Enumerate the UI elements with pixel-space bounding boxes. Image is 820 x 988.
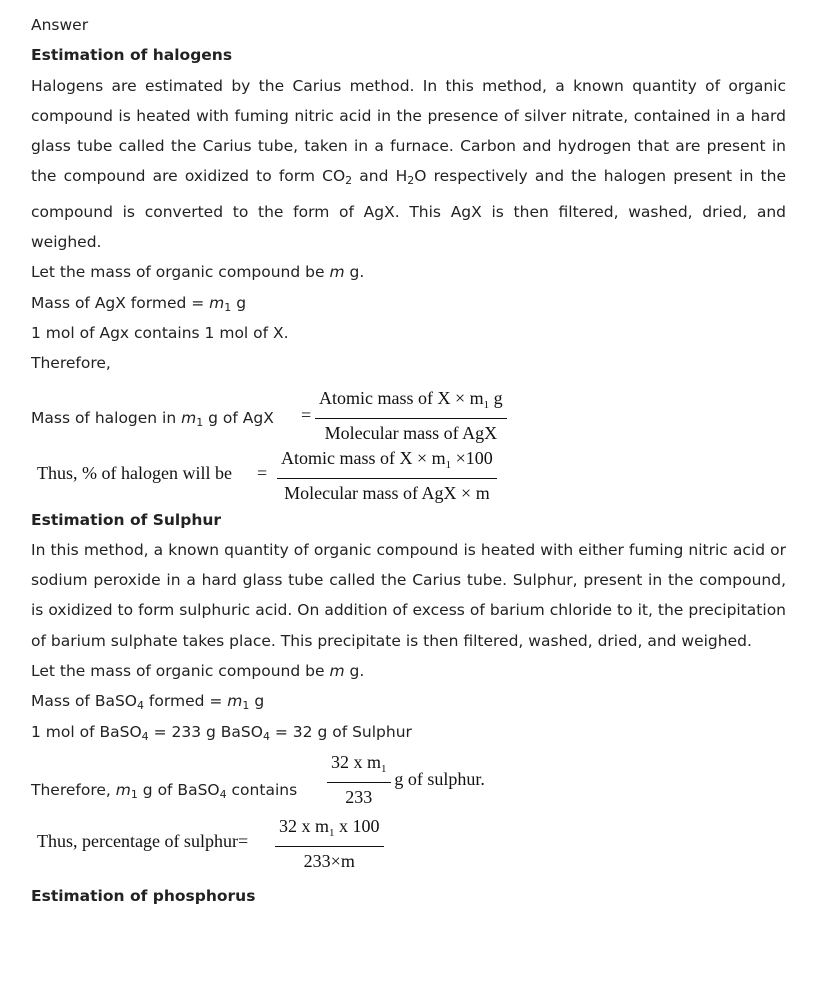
heading-phosphorus: Estimation of phosphorus — [31, 886, 256, 905]
let-mass-line-2: Let the mass of organic compound be m g. — [31, 662, 365, 681]
heading-halogens: Estimation of halogens — [31, 46, 233, 65]
equation-1-formula: = $\frac{Atomic mass of X \times m_1 g}{\text{Molecular mass of AgX}}$ — [301, 387, 507, 444]
document — [31, 10, 786, 911]
equation-4-fraction: $\frac{32 x m_1 x 100}{233\times m}$ — [275, 815, 384, 872]
therefore-baso4-label: Therefore, $m_1$ g of BaSO$_4$ contains — [31, 780, 298, 801]
equation-sulphur-contains — [31, 747, 786, 815]
equation-3-formula: $\frac{32 x m_1}{233}$ g of sulphur. — [327, 751, 485, 808]
equation-mass-halogen — [31, 379, 786, 447]
mol-line-baso4: 1 mol of BaSO$_4$ = 233 g BaSO$_4$ = 32 g of Sulphur — [31, 722, 412, 743]
paragraph-sulphur: In this method, a known quantity of organic compound is heated with either fuming nitric acid or sodium peroxide in a hard glass tube called the Carius tube. Sulphur, present in the compound, is oxidized to form sulphuric acid. On addition of excess of barium chloride to it, the precipitation of barium sulphate takes place. This precipitate is then filtered, washed, dried, and weighed. — [31, 540, 786, 650]
mol-line-agx: 1 mol of Agx contains 1 mol of X. — [31, 323, 289, 342]
mass-agx-line: Mass of AgX formed = $m_1$ g — [31, 293, 247, 314]
let-mass-line-1: Let the mass of organic compound be m g. — [31, 263, 365, 282]
therefore-line: Therefore, — [31, 354, 111, 373]
heading-sulphur: Estimation of Sulphur — [31, 510, 222, 529]
percent-halogen-label: Thus, % of halogen will be — [37, 462, 232, 483]
equation-percent-halogen: Thus, % of halogen will be = Atomic mass of $X \times m_1 \times 100$ Molecular mass of AgX × m — [31, 447, 786, 505]
mass-halogen-label: Mass of halogen in $m_1$ g of AgX — [31, 408, 274, 429]
equation-percent-sulphur — [31, 815, 786, 881]
answer-label: Answer — [31, 16, 89, 34]
percent-sulphur-label: Thus, percentage of sulphur= — [37, 830, 249, 851]
mass-baso4-line: Mass of BaSO$_4$ formed = $m_1$ g — [31, 692, 265, 713]
equation-2-fraction: Atomic mass of $X \times m_1 \times 100$ Molecular mass of AgX × m — [277, 447, 497, 504]
paragraph-halogens: Halogens are estimated by the Carius method. In this method, a known quantity of organic compound is heated with fuming nitric acid in the presence of silver nitrate, contained in a hard glass tube called the Carius tube, taken in a furnace. Carbon and hydrogen that are present in the compound are oxidized to form $CO_2$ and $H_2O$ respectively and the halogen present in the compound is converted to the form of AgX. This AgX is then filtered, washed, dried, and weighed. — [31, 76, 786, 252]
